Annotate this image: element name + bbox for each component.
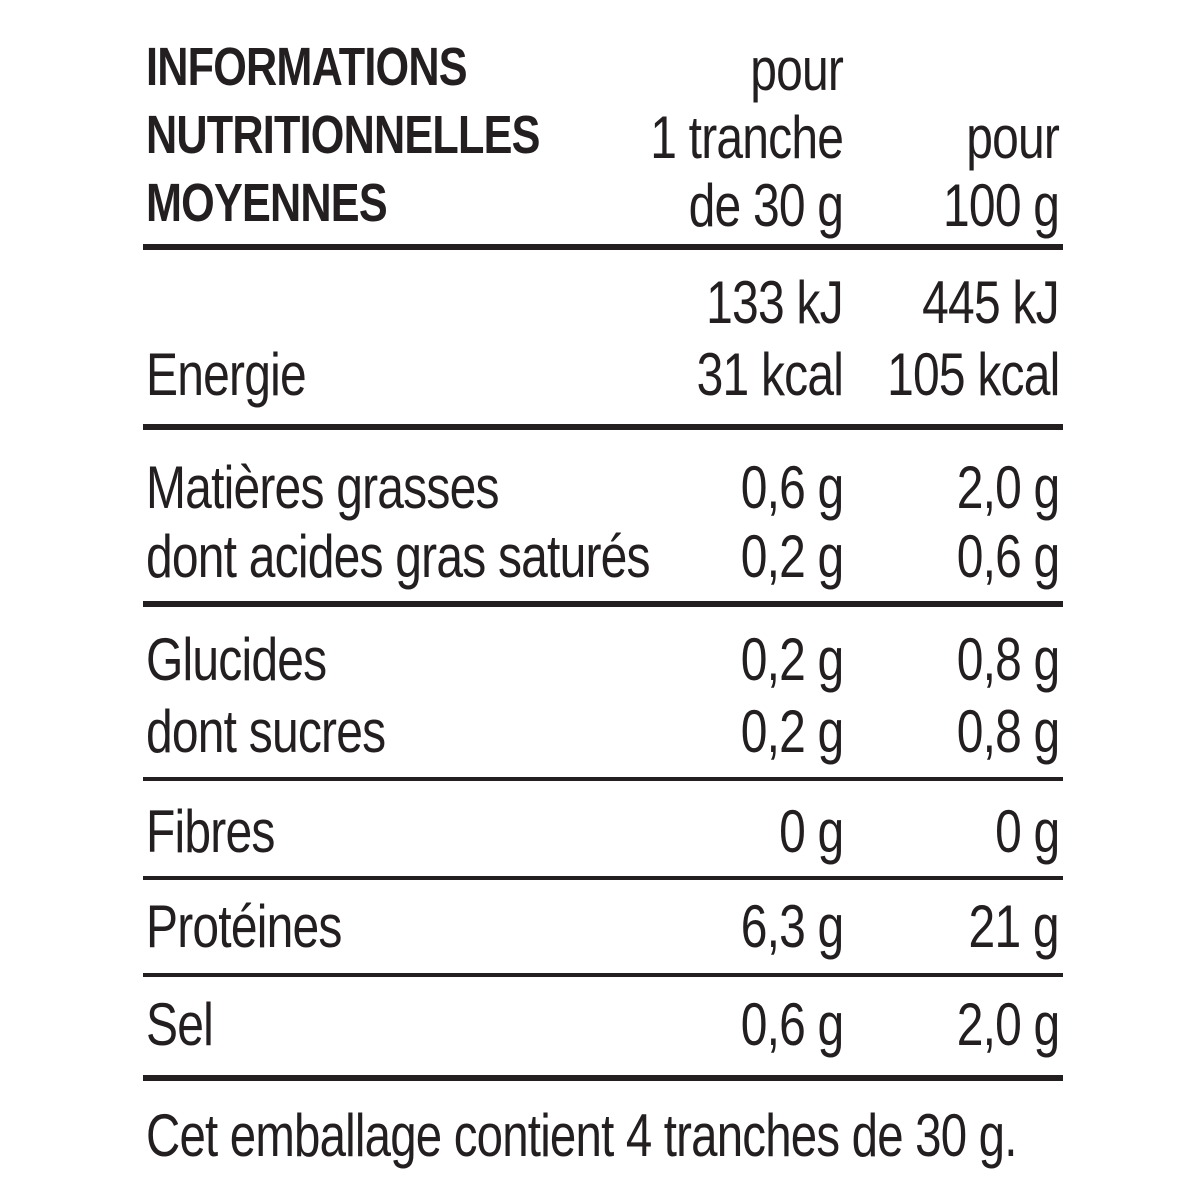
salt-per-100g: 2,0 g	[956, 991, 1059, 1058]
sugars-per-slice: 0,2 g	[740, 698, 843, 765]
divider	[143, 973, 1063, 977]
divider	[143, 1075, 1063, 1081]
energy-kcal-per-100g: 105 kcal	[886, 341, 1059, 408]
row-label-proteines: Protéines	[146, 893, 342, 960]
row-label-matieres-grasses: Matières grasses	[146, 454, 499, 521]
row-label-acides-gras-satures: dont acides gras saturés	[146, 523, 650, 590]
energy-kcal-per-slice: 31 kcal	[696, 341, 843, 408]
divider	[143, 424, 1063, 430]
header-title-line-3: MOYENNES	[146, 173, 387, 233]
carbs-per-slice: 0,2 g	[740, 626, 843, 693]
header-col1-line-1: pour	[750, 36, 843, 103]
row-label-glucides: Glucides	[146, 626, 327, 693]
package-content-note: Cet emballage contient 4 tranches de 30 g.	[146, 1102, 1017, 1169]
saturated-fat-per-slice: 0,2 g	[740, 523, 843, 590]
fibre-per-100g: 0 g	[994, 798, 1059, 865]
fat-per-slice: 0,6 g	[740, 454, 843, 521]
header-title-line-1: INFORMATIONS	[146, 37, 467, 97]
fibre-per-slice: 0 g	[778, 798, 843, 865]
header-col2-line-1: pour	[966, 104, 1059, 171]
divider	[143, 244, 1063, 250]
energy-kj-per-100g: 445 kJ	[922, 269, 1059, 336]
header-col1-line-3: de 30 g	[688, 172, 843, 239]
header-col1-line-2: 1 tranche	[650, 104, 843, 171]
divider	[143, 876, 1063, 880]
row-label-sel: Sel	[146, 991, 213, 1058]
protein-per-slice: 6,3 g	[740, 893, 843, 960]
divider	[143, 777, 1063, 781]
row-label-sucres: dont sucres	[146, 698, 386, 765]
row-label-fibres: Fibres	[146, 798, 275, 865]
energy-kj-per-slice: 133 kJ	[706, 269, 843, 336]
divider	[143, 601, 1063, 607]
sugars-per-100g: 0,8 g	[956, 698, 1059, 765]
protein-per-100g: 21 g	[968, 893, 1059, 960]
fat-per-100g: 2,0 g	[956, 454, 1059, 521]
salt-per-slice: 0,6 g	[740, 991, 843, 1058]
saturated-fat-per-100g: 0,6 g	[956, 523, 1059, 590]
header-col2-line-2: 100 g	[942, 172, 1059, 239]
carbs-per-100g: 0,8 g	[956, 626, 1059, 693]
header-title-line-2: NUTRITIONNELLES	[146, 105, 540, 165]
row-label-energie: Energie	[146, 341, 306, 408]
